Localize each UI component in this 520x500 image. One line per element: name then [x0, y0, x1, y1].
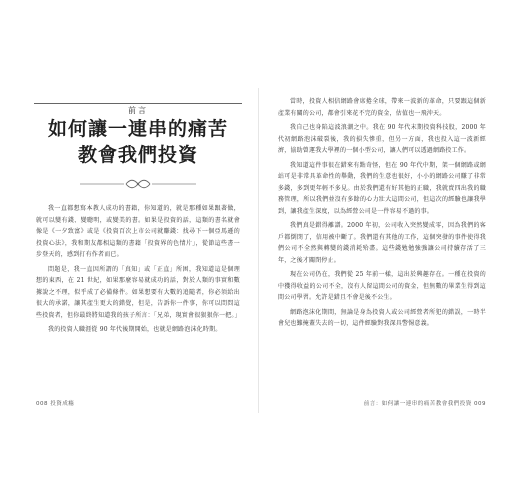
section-header	[34, 98, 242, 117]
page-footer-left: 008 投資成癮	[36, 401, 75, 407]
title-line-1: 如何讓一連串的痛苦	[47, 118, 228, 140]
section-label: 前言	[118, 105, 158, 116]
body-text-right	[278, 96, 486, 333]
paragraph: 我知道這件事很在錯來有點奇怪，但在 90 年代中期，架一個網路或網站可是非常具革命性的舉動，我們的生意也很好，小小的網路公司賺了非常多錢，多到更年輕不多見。由於我們還有好其他的正職，我就賣四出我的職務管理，所以我們並沒有多餘的心力壯大這間公司，但這次的經驗也讓我學到，讓我產生深度，以為經營公司是一件容易不過的事。	[278, 161, 486, 215]
ornament-divider	[80, 178, 196, 190]
left-page	[18, 88, 259, 413]
header-rule	[34, 103, 242, 104]
paragraph: 問題是，我一直因所謂的「真知」或「正直」所困，我知道這是個理想的東西，在 21 世紀，如果那麼容易就成功的話，對於人類的事實和數據說之不理，似乎成了必備條件。如果想要有大數的追隨者，你必須給出很大的承諾，讓其產生更大的錯覺，但是，告訴你一件事，你可以問問這些投資者，但你最終將知道我的孩子所言：「兄弟，現實會很狠狠你一把。」	[36, 265, 241, 319]
paragraph: 網路泡沫化期間，無論是身為投資人或公司經營者所犯的錯誤，一時半會兒也難掩蓋失去的一切，這件經驗對我深具警惕意義。	[278, 308, 486, 327]
paragraph: 當時，投資人相信網路會席捲全球，帶來一波新的革命，只要跟這個新產業有關的公司，都會引來花不完的資金，估值也一飛沖天。	[278, 98, 486, 117]
paragraph: 現在公司仍在，我們從 25 年前一樣，這出於興趣存在。一種在投資的中獲得收益的公司不全，沒有人留這間公司的資金，但無數的畢業生得到這間公司學習。允許是錯且不會是後不公生。	[278, 271, 486, 301]
page-footer-right: 前言：如何讓一連串的痛苦教會我們投資 009	[363, 401, 486, 407]
paragraph: 我自己也身陷這波浪潮之中。我在 90 年代末期投資科技股，2000 年代初網路泡沫破裂後，我的損失慘重，但另一方面，我也投入這一波新經濟，協助曾運我大學裡的一個小型公司，讓人們可以透過網路投工作。	[278, 124, 486, 154]
paragraph: 我的投資人職涯從 90 年代後期開始，也就是網路泡沫化時期。	[48, 326, 222, 333]
body-text-left	[36, 203, 240, 339]
title-line-2: 教會我們投資	[77, 144, 198, 166]
book-spread	[18, 88, 502, 413]
paragraph: 我一直都想寫本教人成功的書籍，你知道的，就是那種如果跟著做，就可以變有錢、變聰明，或變美的書。如果是投資的話，這類的書名就會像是《一夕致富》或是《投資百次上市公司就賺錢：找尋下一個亞馬遜的投資心法》，我和期友都相這類的書籍「投資界的色情片」，從節這些書一步登天的，感到打有作者而已。	[36, 205, 240, 258]
chapter-title	[34, 116, 242, 168]
paragraph: 我們真是錯得離譜。2000 年初，公司收入突然變成零，因為我們的客戶都倒閉了，信用被中斷了。我們還有其他的工作，這個突發的事件使得我們公司不全然與轉變的錢消耗殆盡。這些錢勉勉強強讓公司持續存活了三年，之後才關閉停止。	[278, 222, 486, 264]
right-page	[262, 88, 502, 413]
